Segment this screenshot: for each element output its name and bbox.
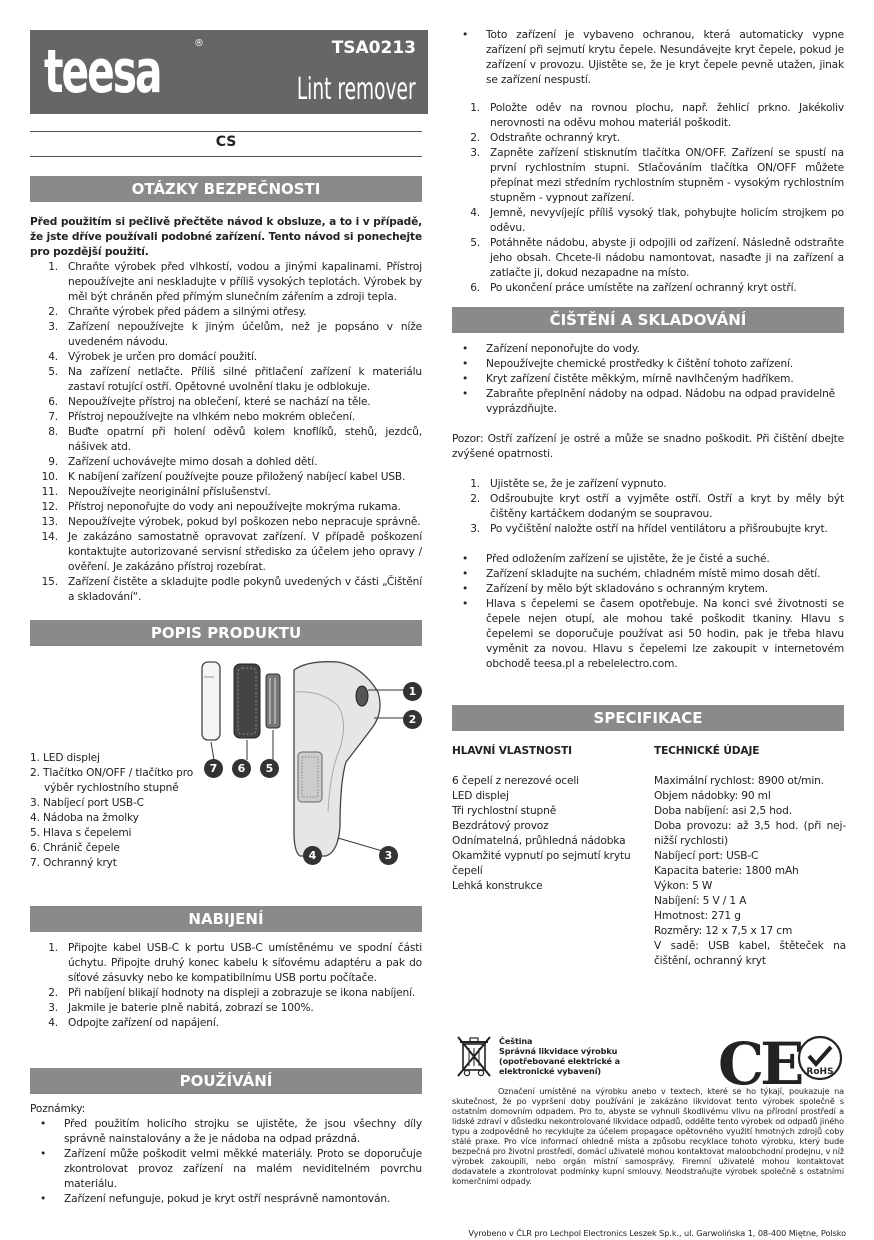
item-text: Jemně, nevyvíjejíc příliš vysoký tlak, pohybujte holicím strojkem po oděvu. bbox=[490, 207, 844, 234]
item-number: 13. bbox=[41, 516, 58, 528]
line-item: V sadě: USB kabel, štěteček na čištění, ochranný kryt bbox=[654, 940, 846, 967]
main-features-heading: HLAVNÍ VLASTNOSTI bbox=[452, 745, 572, 757]
usage-steps bbox=[452, 101, 844, 296]
callout-7: 7 bbox=[204, 759, 223, 778]
model-number: TSA0213 bbox=[331, 38, 416, 58]
notes-label: Poznámky: bbox=[30, 1103, 86, 1115]
safety-section bbox=[30, 215, 422, 605]
bullet-item: • Před odložením zařízení se ujistěte, že je čisté a suché. bbox=[452, 552, 844, 567]
item-number: 4. bbox=[48, 1017, 58, 1029]
item-number: 2. bbox=[48, 306, 58, 318]
item-number: 7. bbox=[48, 411, 58, 423]
item-number: 6. bbox=[48, 396, 58, 408]
line-item: 4. Nádoba na žmolky bbox=[30, 812, 139, 824]
line-item: Doba nabíjení: asi 2,5 hod. bbox=[654, 805, 792, 817]
line-item: Lehká konstrukce bbox=[452, 880, 543, 892]
item-number: 2. bbox=[48, 987, 58, 999]
list-item bbox=[452, 522, 844, 537]
list-item bbox=[452, 146, 844, 206]
item-number: 1. bbox=[48, 942, 58, 954]
item-number: 3. bbox=[48, 1002, 58, 1014]
cleaning-steps bbox=[452, 477, 844, 537]
product-name: Lint remover bbox=[297, 72, 416, 107]
item-text: Buďte opatrní při holení oděvů kolem knoflíků, stehů, jezdců, nášivek atd. bbox=[68, 426, 422, 453]
item-number: 2. bbox=[470, 493, 480, 505]
usage-steps-list bbox=[452, 101, 844, 296]
list-item bbox=[30, 575, 422, 605]
line-item: Tři rychlostní stupně bbox=[452, 805, 557, 817]
item-text: Odšroubujte kryt ostří a vyjměte ostří. Ostří a kryt by měly být čištěny kartáčkem dodaným se soupravou. bbox=[490, 493, 844, 520]
item-text: Při nabíjení blikají hodnoty na displeji a zobrazuje se ikona nabíjení. bbox=[68, 987, 416, 999]
list-item bbox=[30, 986, 422, 1001]
item-number: 6. bbox=[470, 282, 480, 294]
disposal-title: Správná likvidace výrobku (opotřebované elektrické a elektronické vybavení) bbox=[499, 1046, 621, 1076]
list-item bbox=[452, 477, 844, 492]
section-title-cleaning: ČIŠTĚNÍ A SKLADOVÁNÍ bbox=[452, 307, 844, 333]
line-item: 7. Ochranný kryt bbox=[30, 857, 117, 869]
registered-mark: ® bbox=[194, 38, 204, 49]
divider bbox=[30, 156, 422, 157]
item-number: 11. bbox=[41, 486, 58, 498]
bullet-item: • Nepoužívejte chemické prostředky k čištění tohoto zařízení. bbox=[452, 357, 844, 372]
item-number: 12. bbox=[41, 501, 58, 513]
item-text: Nepoužívejte neoriginální příslušenství. bbox=[68, 486, 271, 498]
item-number: 3. bbox=[470, 523, 480, 535]
item-text: Nepoužívejte přístroj na oblečení, které se nachází na těle. bbox=[68, 396, 371, 408]
line-item: 2. Tlačítko ON/OFF / tlačítko pro výběr rychlostního stupně bbox=[30, 767, 194, 794]
section-title-product: POPIS PRODUKTU bbox=[30, 620, 422, 646]
item-text: Zařízení uchovávejte mimo dosah a dohled dětí. bbox=[68, 456, 318, 468]
usage-notes-left bbox=[30, 1102, 422, 1207]
list-item bbox=[30, 500, 422, 515]
line-item: 6 čepelí z nerezové oceli bbox=[452, 775, 579, 787]
item-text: Jakmile je baterie plně nabitá, zobrazí se 100%. bbox=[68, 1002, 314, 1014]
line-item: Doba provozu: až 3,5 hod. (při nej-nižší rychlosti) bbox=[654, 820, 846, 847]
rohs-label: RoHS bbox=[806, 1067, 834, 1077]
disposal-heading bbox=[499, 1036, 639, 1076]
item-number: 1. bbox=[470, 478, 480, 490]
cleaning-warning: Pozor: Ostří zařízení je ostré a může se snadno poškodit. Při čištění dbejte zvýšené opatrnosti. bbox=[452, 433, 844, 460]
ce-mark-icon: CE bbox=[718, 1030, 801, 1098]
list-item bbox=[30, 1016, 422, 1031]
header-banner bbox=[30, 30, 428, 114]
list-item bbox=[452, 236, 844, 281]
item-number: 4. bbox=[48, 351, 58, 363]
charging-list bbox=[30, 941, 422, 1031]
item-text: Odstraňte ochranný kryt. bbox=[490, 132, 620, 144]
line-item: Výkon: 5 W bbox=[654, 880, 713, 892]
line-item: Kapacita baterie: 1800 mAh bbox=[654, 865, 799, 877]
item-number: 9. bbox=[48, 456, 58, 468]
line-item: Bezdrátový provoz bbox=[452, 820, 549, 832]
item-text: Potáhněte nádobu, abyste ji odpojili od zařízení. Následně odstraňte jeho obsah. Chcete-li nádobu namontovat, nasaďte ji na zařízení a zatlačte ji, dokud nezapadne na místo. bbox=[490, 237, 844, 279]
item-number: 5. bbox=[48, 366, 58, 378]
list-item bbox=[452, 131, 844, 146]
item-number: 3. bbox=[470, 147, 480, 159]
list-item bbox=[30, 365, 422, 395]
line-item: 6. Chránič čepele bbox=[30, 842, 120, 854]
line-item: LED displej bbox=[452, 790, 509, 802]
item-number: 8. bbox=[48, 426, 58, 438]
divider bbox=[30, 131, 422, 132]
technical-data-heading: TECHNICKÉ ÚDAJE bbox=[654, 745, 760, 757]
bullet-item: • Toto zařízení je vybaveno ochranou, která automaticky vypne zařízení při sejmutí krytu čepele. Nesundávejte kryt čepele, pokud je zařízení v provozu. Ujistěte se, že je kryt čepele pevně utažen, jinak se zařízení nespustí. bbox=[452, 28, 844, 88]
language-code: CS bbox=[215, 134, 237, 150]
item-text: Po ukončení práce umístěte na zařízení ochranný kryt ostří. bbox=[490, 282, 797, 294]
item-number: 1. bbox=[470, 102, 480, 114]
callout-2: 2 bbox=[403, 710, 422, 729]
item-text: Přístroj nepoužívejte na vlhkém nebo mokrém oblečení. bbox=[68, 411, 356, 423]
item-text: Připojte kabel USB-C k portu USB-C umístěnému ve spodní části úchytu. Připojte druhý konec kabelu k síťovému adaptéru a pak do síťové zásuvky nebo ke kompatibilnímu USB portu počítače. bbox=[68, 942, 422, 984]
disposal-text: Označení umístěné na výrobku anebo v textech, které se ho týkají, poukazuje na skutečnost, že po vypršení doby používání je zakázáno likvidovat tento výrobek společně s ostatním domovním odpadem. Pro to, abyste se vyhnuli škodlivému vlivu na přírodní prostředí a lidské zdraví v důsledku nekontrolované likvidace odpadů, oddělte tento výrobek od odpadů jiného typu a zodpovědně ho recyklujte za účelem propagace opětovného využití hmotných zdrojů coby stálé praxe. Pro více informací ohledně místa a způsobu recyklace tohoto výrobku, který bude bezpečná pro životní prostředí, domácí uživatelé mohou kontaktovat maloobchodní prodejnu, v níž výrobek zakoupili, nebo orgán místní samosprávy. Firemní uživatelé mohou kontaktovat dodavatele a zkontrolovat podmínky kupní smlouvy. Neodstraňujte výrobek společně s ostatními komerčními odpady. bbox=[452, 1086, 844, 1186]
line-item: 1. LED displej bbox=[30, 752, 100, 764]
callout-5: 5 bbox=[260, 759, 279, 778]
list-item bbox=[30, 260, 422, 305]
item-text: Je zakázáno samostatně opravovat zařízení. V případě poškození kontaktujte autorizované servisní středisko za účelem jeho opravy / ověření. Je zakázáno přístroj rozebírat. bbox=[68, 531, 422, 573]
safety-intro: Před použitím si pečlivě přečtěte návod k obsluze, a to i v případě, že jste dříve používali podobné zařízení. Tento návod si ponechejte pro pozdější použití. bbox=[30, 216, 422, 258]
callout-4: 4 bbox=[303, 846, 322, 865]
line-item: Nabíjecí port: USB-C bbox=[654, 850, 759, 862]
item-number: 5. bbox=[470, 237, 480, 249]
line-item: 3. Nabíjecí port USB-C bbox=[30, 797, 144, 809]
bullet-item: • Zařízení nefunguje, pokud je kryt ostří nesprávně namontován. bbox=[30, 1192, 422, 1207]
item-text: Zapněte zařízení stisknutím tlačítka ON/OFF. Zařízení se spustí na první rychlostním stupni. Stlačováním tlačítka ON/OFF můžete přepínat mezi středním rychlostním stupněm - vysokým rychlostním stupněm - vypnout zařízení. bbox=[490, 147, 844, 204]
cleaning-section bbox=[452, 342, 844, 672]
notes-list-continued bbox=[452, 28, 844, 88]
bullet-item: • Zařízení neponořujte do vody. bbox=[452, 342, 844, 357]
line-item: Odnímatelná, průhledná nádobka bbox=[452, 835, 626, 847]
line-item: Objem nádobky: 90 ml bbox=[654, 790, 771, 802]
brand-logo: teesa bbox=[44, 37, 161, 107]
bullet-item: • Zařízení skladujte na suchém, chladném místě mimo dosah dětí. bbox=[452, 567, 844, 582]
cleaning-bullets bbox=[452, 342, 844, 417]
line-item: 5. Hlava s čepelemi bbox=[30, 827, 132, 839]
weee-bin-icon bbox=[454, 1034, 494, 1080]
line-item: Rozměry: 12 x 7,5 x 17 cm bbox=[654, 925, 793, 937]
line-item: Maximální rychlost: 8900 ot/min. bbox=[654, 775, 824, 787]
section-title-safety: OTÁZKY BEZPEČNOSTI bbox=[30, 176, 422, 202]
item-text: K nabíjení zařízení používejte pouze přiložený nabíjecí kabel USB. bbox=[68, 471, 406, 483]
callout-3: 3 bbox=[379, 846, 398, 865]
item-number: 2. bbox=[470, 132, 480, 144]
callout-1: 1 bbox=[403, 682, 422, 701]
list-item bbox=[30, 305, 422, 320]
storage-bullets bbox=[452, 552, 844, 672]
item-number: 10. bbox=[41, 471, 58, 483]
item-number: 15. bbox=[41, 576, 58, 588]
main-features bbox=[452, 744, 648, 894]
notes-list bbox=[30, 1117, 422, 1207]
list-item bbox=[30, 320, 422, 350]
list-item bbox=[30, 515, 422, 530]
item-text: Výrobek je určen pro domácí použití. bbox=[68, 351, 258, 363]
bullet-item: • Hlava s čepelemi se časem opotřebuje. Na konci své životnosti se čepele nejen otupí, ale mohou také poškodit tkaniny. Hlavu s čepelemi se doporučuje používat asi 50 hodin, pak je třeba hlavu vyměnit za novou. Hlavu s čepelemi lze zakoupit v internetovém obchodě teesa.pl a rebelelectro.com. bbox=[452, 597, 844, 672]
section-title-charging: NABIJENÍ bbox=[30, 906, 422, 932]
item-text: Ujistěte se, že je zařízení vypnuto. bbox=[490, 478, 667, 490]
bullet-item: • Zařízení může poškodit velmi měkké materiály. Proto se doporučuje zkontrolovat provoz zařízení na malém neviditelném povrchu materiálu. bbox=[30, 1147, 422, 1192]
technical-data-list bbox=[654, 774, 846, 969]
item-text: Na zařízení netlačte. Příliš silné přitlačení zařízení k materiálu zastaví rotující ostří. Opětovné uvolnění tlaku je odblokuje. bbox=[68, 366, 422, 393]
section-title-spec: SPECIFIKACE bbox=[452, 705, 844, 731]
item-text: Zařízení nepoužívejte k jiným účelům, než je popsáno v níže uvedeném návodu. bbox=[68, 321, 422, 348]
list-item bbox=[30, 350, 422, 365]
bullet-item: • Kryt zařízení čistěte měkkým, mírně navlhčeným hadříkem. bbox=[452, 372, 844, 387]
item-text: Nepoužívejte výrobek, pokud byl poškozen nebo nepracuje správně. bbox=[68, 516, 421, 528]
item-text: Odpojte zařízení od napájení. bbox=[68, 1017, 219, 1029]
list-item bbox=[30, 485, 422, 500]
bullet-item: • Před použitím holicího strojku se ujistěte, že jsou všechny díly správně nainstalovány a že je nádoba na odpad prázdná. bbox=[30, 1117, 422, 1147]
item-number: 14. bbox=[41, 531, 58, 543]
item-text: Položte oděv na rovnou plochu, např. žehlicí prkno. Jakékoliv nerovnosti na oděvu mohou materiál poškodit. bbox=[490, 102, 844, 129]
list-item bbox=[30, 425, 422, 455]
list-item bbox=[452, 492, 844, 522]
line-item: Nabíjení: 5 V / 1 A bbox=[654, 895, 747, 907]
list-item bbox=[30, 455, 422, 470]
item-text: Chraňte výrobek před pádem a silnými otřesy. bbox=[68, 306, 307, 318]
item-text: Chraňte výrobek před vlhkostí, vodou a jinými kapalinami. Přístroj nepoužívejte ani neskladujte v příliš vysokých teplotách. Výrobek by měl být chráněn před přímým slunečním zářením a zdroji tepla. bbox=[68, 261, 422, 303]
item-number: 3. bbox=[48, 321, 58, 333]
product-illustration bbox=[190, 652, 430, 872]
list-item bbox=[452, 101, 844, 131]
rohs-badge-icon bbox=[796, 1034, 844, 1082]
line-item: Hmotnost: 271 g bbox=[654, 910, 741, 922]
charging-section bbox=[30, 941, 422, 1031]
list-item bbox=[452, 281, 844, 296]
item-number: 1. bbox=[48, 261, 58, 273]
main-features-list bbox=[452, 774, 648, 894]
list-item bbox=[30, 470, 422, 485]
parts-list bbox=[30, 751, 200, 871]
safety-list bbox=[30, 260, 422, 605]
item-text: Zařízení čistěte a skladujte podle pokynů uvedených v části „Čištění a skladování“. bbox=[68, 576, 422, 603]
manufacturer-info: Vyrobeno v ČLR pro Lechpol Electronics Leszek Sp.k., ul. Garwolińska 1, 08-400 Miętne, Polsko bbox=[468, 1228, 846, 1238]
usage-notes-right bbox=[452, 28, 844, 88]
line-item: Okamžité vypnutí po sejmutí krytu čepelí bbox=[452, 850, 631, 877]
item-text: Po vyčištění naložte ostří na hřídel ventilátoru a přišroubujte kryt. bbox=[490, 523, 828, 535]
list-item bbox=[30, 1001, 422, 1016]
list-item bbox=[30, 530, 422, 575]
list-item bbox=[30, 410, 422, 425]
item-number: 4. bbox=[470, 207, 480, 219]
technical-data bbox=[654, 744, 846, 969]
bullet-item: • Zařízení by mělo být skladováno s ochranným krytem. bbox=[452, 582, 844, 597]
item-text: Přístroj neponořujte do vody ani nepoužívejte mokrýma rukama. bbox=[68, 501, 401, 513]
callout-6: 6 bbox=[232, 759, 251, 778]
bullet-item: • Zabraňte přeplnění nádoby na odpad. Nádobu na odpad pravidelně vyprázdňujte. bbox=[452, 387, 844, 417]
disposal-language: Čeština bbox=[499, 1036, 533, 1046]
list-item bbox=[30, 941, 422, 986]
list-item bbox=[452, 206, 844, 236]
section-title-usage: POUŽÍVÁNÍ bbox=[30, 1068, 422, 1094]
list-item bbox=[30, 395, 422, 410]
